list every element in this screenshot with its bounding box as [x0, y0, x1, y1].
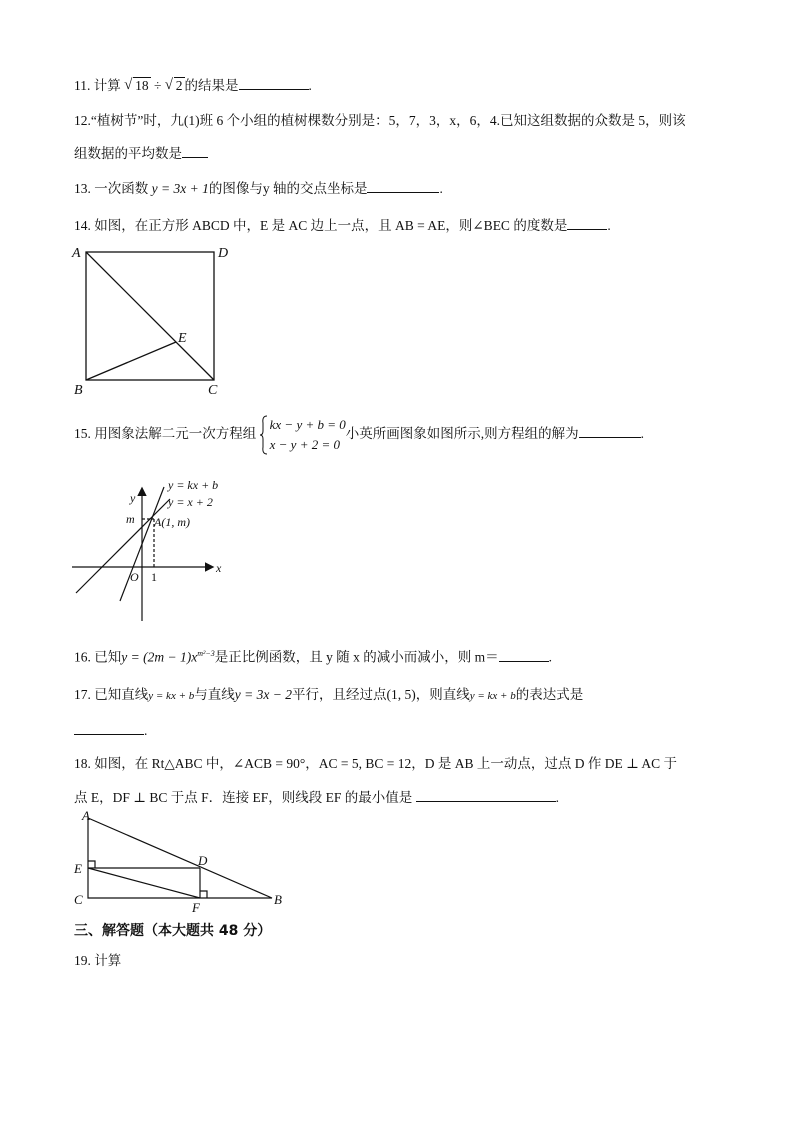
answer-blank-16[interactable]: [499, 647, 549, 662]
question-12-line-1: 12.“植树节”时，九(1)班 6 个小组的植树棵数分别是：5，7，3，x，6，4.已知这组数据的众数是 5，则该: [74, 113, 686, 128]
sqrt-18: √ 18: [124, 77, 149, 93]
question-19: 19. 计算: [74, 953, 122, 968]
brace-icon: [260, 415, 268, 455]
figure-14-square: [70, 240, 240, 400]
answer-blank-11[interactable]: [239, 75, 309, 90]
label-d: D: [198, 853, 208, 868]
question-12-line-2: 组数据的平均数是: [74, 143, 208, 163]
right-angle-e: [88, 861, 95, 868]
figure-18-triangle: [70, 808, 300, 918]
label-one: 1: [151, 570, 157, 584]
label-b: B: [74, 383, 83, 398]
label-line2: y = x + 2: [168, 495, 213, 509]
sqrt-2: √ 2: [164, 77, 183, 93]
question-17-line-2: .: [74, 720, 147, 740]
segment-ef: [88, 868, 200, 898]
figure-15-graph: [70, 475, 240, 625]
question-16: 16. 已知$y = (2m - 1)x^{m^2-3}$是正比例函数，且 y 随 x 的减小而减小，则 m＝ .: [74, 645, 552, 667]
answer-blank-14[interactable]: [567, 215, 607, 230]
question-18-line-1: 18. 如图，在 Rt△ABC 中，∠ACB = 90°，AC = 5, BC = 12，D 是 AB 上一动点，过点 D 作 DE ⊥ AC 于: [74, 756, 678, 771]
section-heading: 三、解答题（本大题共 48 分）: [74, 923, 272, 939]
label-x: x: [216, 561, 222, 575]
answer-blank-17[interactable]: [74, 720, 144, 735]
segment-be: [86, 342, 176, 380]
triangle-abc: [88, 818, 272, 898]
label-m: m: [126, 512, 135, 526]
diagonal-ac: [86, 252, 214, 380]
label-e: E: [74, 861, 82, 876]
label-c: C: [208, 383, 218, 398]
question-15: 15. 用图象法解二元一次方程组 kx − y + b = 0 x − y + 2 = 0 小英所画图象如图所示,则方程组的解为 .: [74, 414, 644, 455]
label-e: E: [178, 331, 187, 346]
question-18-line-2: 点 E，DF ⊥ BC 于点 F．连接 EF，则线段 EF 的最小值是 .: [74, 787, 559, 807]
label-origin: O: [130, 570, 139, 584]
label-a: A: [72, 246, 81, 261]
label-d: D: [218, 246, 229, 261]
label-point-a: A(1, m): [154, 515, 190, 529]
label-y: y: [130, 491, 136, 505]
right-angle-f: [200, 891, 207, 898]
equation-system: kx − y + b = 0 x − y + 2 = 0: [269, 416, 346, 452]
question-17: 17. 已知直线y = kx + b与直线y = 3x − 2平行，且经过点(1, 5)，则直线y = kx + b的表达式是: [74, 687, 584, 702]
question-13: 13. 一次函数 y = 3x + 1的图像与y 轴的交点坐标是 .: [74, 178, 443, 198]
answer-blank-13[interactable]: [367, 178, 439, 193]
label-a: A: [82, 808, 90, 823]
label-f: F: [192, 900, 200, 915]
question-11: 11. 计算 √ 18 ÷ √ 2 的结果是 .: [74, 77, 312, 93]
question-14: 14. 如图，在正方形 ABCD 中，E 是 AC 边上一点，且 AB = AE，则∠BEC 的度数是 .: [74, 215, 611, 235]
answer-blank-18[interactable]: [416, 787, 556, 802]
label-b: B: [274, 892, 282, 907]
answer-blank-12[interactable]: [182, 143, 208, 158]
answer-blank-15[interactable]: [579, 423, 641, 438]
label-line1: y = kx + b: [168, 478, 219, 492]
label-c: C: [74, 892, 83, 907]
